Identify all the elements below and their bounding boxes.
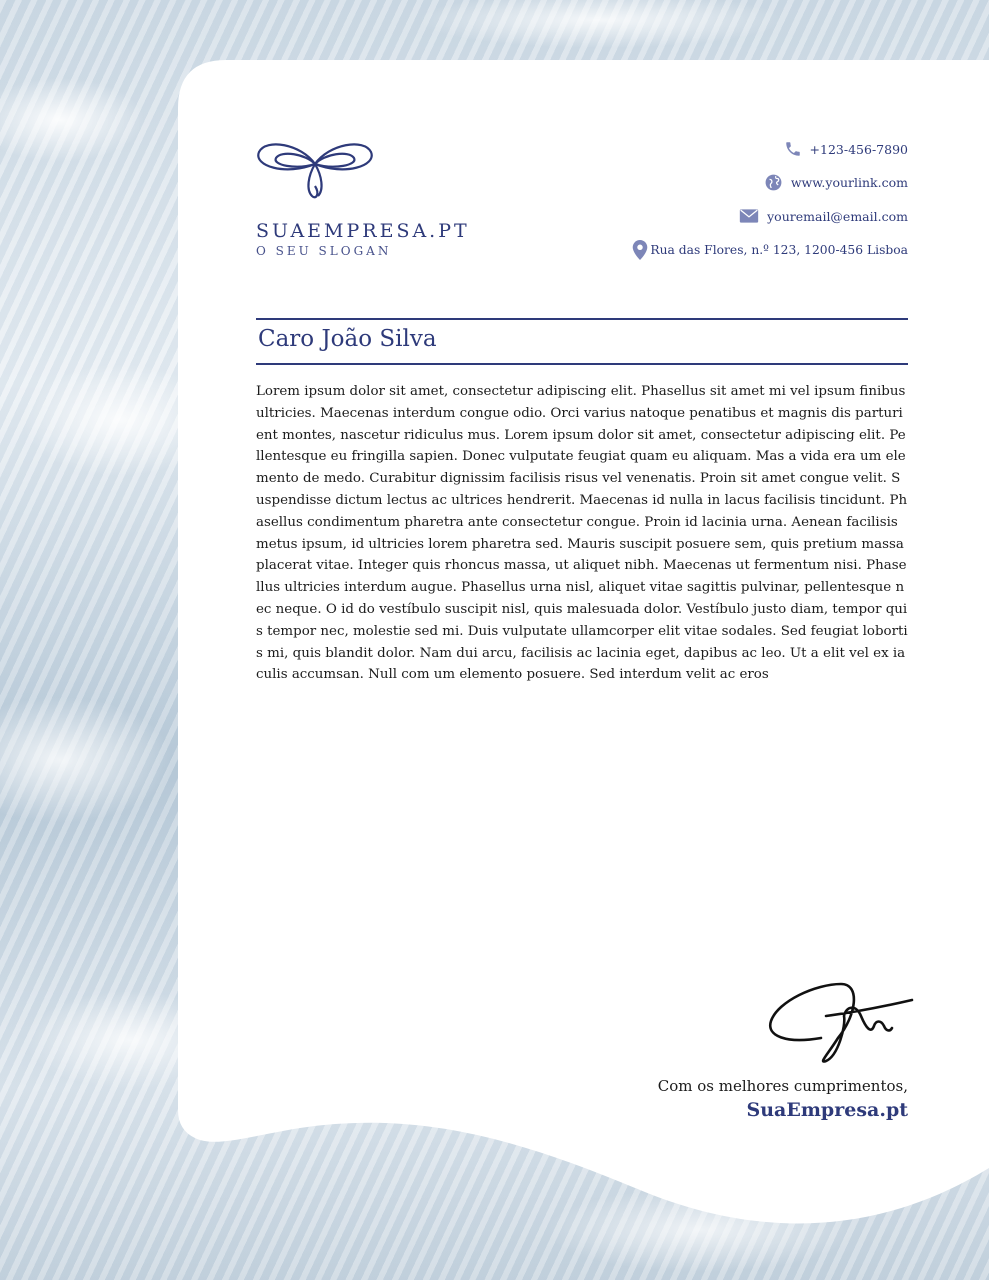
contact-email [632, 205, 908, 227]
company-name: SUAEMPRESA.PT [256, 220, 470, 242]
address-text: Rua das Flores, n.º 123, 1200-456 Lisboa [650, 242, 908, 257]
website-text[interactable]: www.yourlink.com [790, 175, 908, 190]
contact-phone [632, 138, 908, 160]
phone-text[interactable]: +123-456-7890 [809, 141, 908, 157]
divider-top [256, 318, 908, 320]
contact-website [632, 172, 908, 194]
brand-block [256, 136, 496, 258]
phone-icon [784, 140, 802, 158]
letter-greeting: Caro João Silva [258, 326, 437, 352]
signoff-company: SuaEmpresa.pt [746, 1099, 908, 1121]
letter-closing: Com os melhores cumprimentos, [657, 1077, 908, 1095]
divider-bottom [256, 363, 908, 365]
handwritten-signature [766, 976, 916, 1066]
company-slogan: O SEU SLOGAN [256, 244, 392, 258]
mail-icon [739, 208, 759, 224]
email-text[interactable]: youremail@email.com [767, 208, 908, 224]
letter-body: Lorem ipsum dolor sit amet, consectetur adipiscing elit. Phasellus sit amet mi vel ipsum finibus ultricies. Maecenas interdum congue odio. Orci varius natoque penatibus et magnis dis parturient montes, nascetur ridiculus mus. Lorem ipsum dolor sit amet, consectetur adipiscing elit. Pellentesque eu fringilla sapien. Donec vulputate feugiat quam eu aliquam. Mas a vida era um elemento de medo. Curabitur dignissim facilisis risus vel venenatis. Proin sit amet congue velit. Suspendisse dictum lectus ac ultrices hendrerit. Maecenas id nulla in lacus facilisis tincidunt. Phasellus condimentum pharetra ante consectetur congue. Proin id lacinia urna. Aenean facilisis metus ipsum, id ultricies lorem pharetra sed. Mauris suscipit posuere sem, quis pretium massa placerat vitae. Integer quis rhoncus massa, ut aliquet nibh. Maecenas ut fermentum nisi. Phasellus ultricies interdum augue. Phasellus urna nisl, aliquet vitae sagittis pulvinar, pellentesque nec neque. O id do vestíbulo suscipit nisl, quis malesuada dolor. Vestíbulo justo diam, tempor quis tempor nec, molestie sed mi. Duis vulputate ullamcorper elit vitae sodales. Sed feugiat lobortis mi, quis blandit dolor. Nam dui arcu, facilisis ac lacinia eget, dapibus ac leo. Ut a elit vel ex iaculis accumsan. Null com um elemento posuere. Sed interdum velit ac eros [256, 384, 908, 683]
location-icon [632, 240, 648, 260]
globe-icon [764, 173, 783, 192]
contact-block [632, 138, 908, 272]
contact-address [632, 239, 908, 261]
infinity-ribbon-logo [256, 136, 374, 206]
